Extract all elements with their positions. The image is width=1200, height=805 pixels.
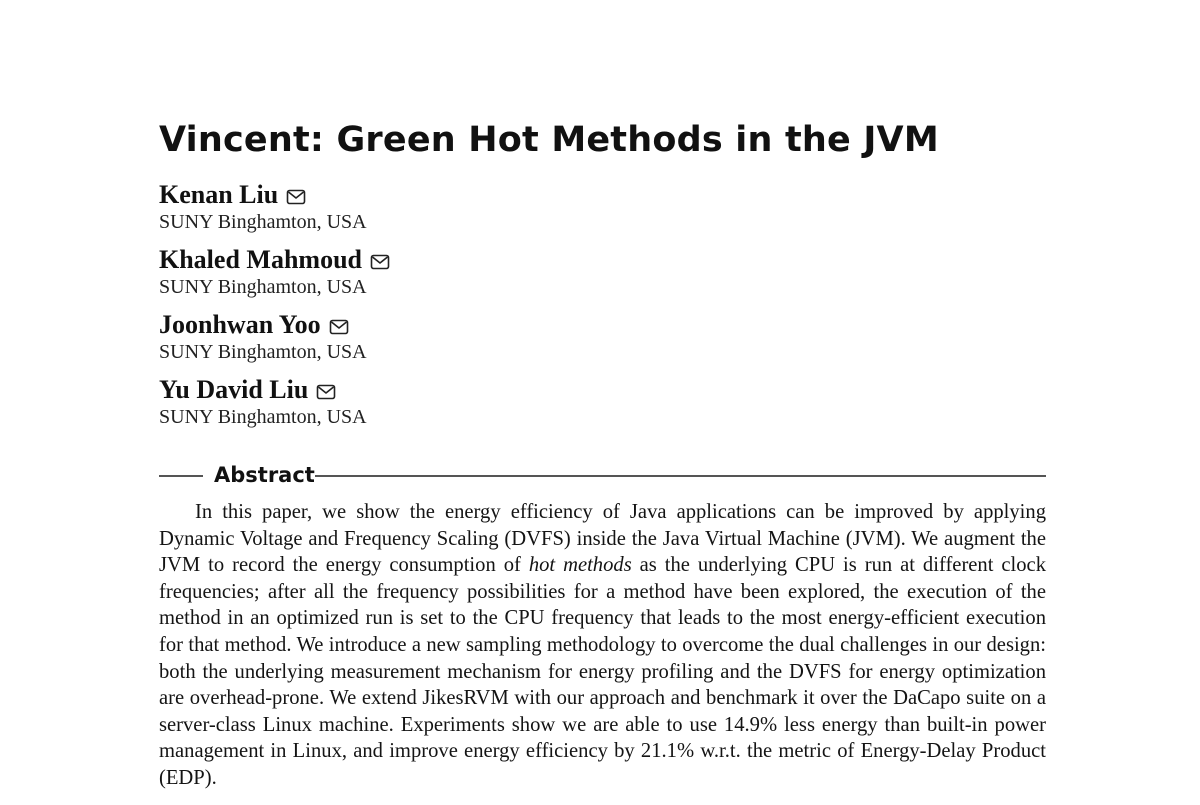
envelope-icon[interactable] bbox=[316, 384, 336, 400]
author-block bbox=[159, 244, 1046, 298]
paper-title: Vincent: Green Hot Methods in the JVM bbox=[159, 120, 939, 160]
author-block bbox=[159, 179, 1046, 233]
author-name: Khaled Mahmoud bbox=[159, 245, 362, 274]
author-block bbox=[159, 374, 1046, 428]
author-name-row bbox=[159, 244, 1046, 276]
author-name-row bbox=[159, 374, 1046, 406]
author-name: Yu David Liu bbox=[159, 375, 309, 404]
author-affiliation: SUNY Binghamton, USA bbox=[159, 211, 367, 233]
abstract-text-end: as the underlying CPU is run at different clock frequencies; after all the frequency possibilities for a method have been explored, the execution of the method in an optimized run is set to the CPU frequency that leads to the most energy-efficient execution for that method. We introduce a new sampling methodology to overcome the dual challenges in our design: both the underlying measurement mechanism for energy profiling and the DVFS for energy optimization are overhead-prone. We extend JikesRVM with our approach and benchmark it over the DaCapo suite on a server-class Linux machine. Experiments show we are able to use 14.9% less energy than built-in power management in Linux, and improve energy efficiency by 21.1% w.r.t. the metric of Energy-Delay Product (EDP). bbox=[159, 554, 1046, 789]
paper-header bbox=[159, 118, 1046, 439]
abstract-heading-row bbox=[159, 462, 1046, 488]
envelope-icon[interactable] bbox=[286, 189, 306, 205]
abstract-rule-left bbox=[159, 475, 203, 477]
author-affiliation: SUNY Binghamton, USA bbox=[159, 341, 367, 363]
abstract-rule-right bbox=[315, 475, 1046, 477]
author-block bbox=[159, 309, 1046, 363]
author-name: Kenan Liu bbox=[159, 180, 279, 209]
envelope-icon[interactable] bbox=[329, 319, 349, 335]
abstract-heading: Abstract bbox=[214, 463, 315, 487]
abstract-text bbox=[159, 499, 1046, 792]
author-name-row bbox=[159, 179, 1046, 211]
author-list bbox=[159, 179, 1046, 428]
author-name: Joonhwan Yoo bbox=[159, 310, 321, 339]
abstract-text-start: In this paper, we show the energy efficiency of Java applications can be improved by applying Dynamic Voltage and Frequency Scaling (DVFS) inside the Java Virtual Machine (JVM). We augment the JVM to record the energy consumption of bbox=[159, 501, 1046, 577]
author-affiliation: SUNY Binghamton, USA bbox=[159, 406, 367, 428]
envelope-icon[interactable] bbox=[370, 254, 390, 270]
abstract-emphasis: hot methods bbox=[528, 554, 632, 577]
author-affiliation: SUNY Binghamton, USA bbox=[159, 276, 367, 298]
author-name-row bbox=[159, 309, 1046, 341]
